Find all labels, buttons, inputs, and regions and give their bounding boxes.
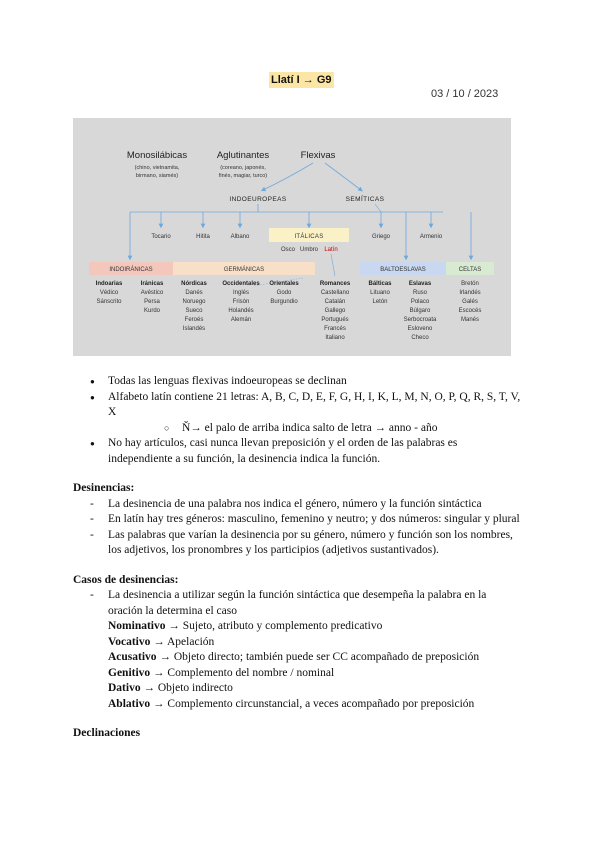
bullet-item: ● Todas las lenguas flexivas indoeuropeas se declinan xyxy=(73,374,521,390)
column-head: Occidentales xyxy=(222,281,260,287)
bullet-text: Alfabeto latín contiene 21 letras: A, B, C, D, E, F, G, H, I, K, L, M, N, O, P, Q, R, S, T, V, X xyxy=(108,390,521,418)
notes-body xyxy=(73,374,521,742)
column-item: Sueco xyxy=(185,308,203,314)
branch-griego: Griego xyxy=(371,234,391,240)
column-item: Esloveno xyxy=(407,326,433,332)
group-germanicas: GERMÁNICAS xyxy=(223,267,265,273)
case-name: Vocativo xyxy=(108,635,151,648)
column-item: Galés xyxy=(462,299,478,305)
column-item: Godo xyxy=(276,290,292,296)
column-item: Avéstico xyxy=(140,290,164,296)
column-item: Feroés xyxy=(184,317,204,323)
family-indoeuropeas: INDOEUROPEAS xyxy=(229,196,287,203)
italic-osco: Osco xyxy=(280,247,296,253)
column-item: Irlandés xyxy=(459,290,481,296)
column-item: Gallego xyxy=(324,308,346,314)
case-desc: → Objeto directo; también puede ser CC acompañado de preposición xyxy=(156,651,480,663)
case-name: Acusativo xyxy=(108,651,157,663)
declinaciones-heading: Declinaciones xyxy=(73,727,141,739)
list-item: - En latín hay tres géneros: masculino, femenino y neutro; y dos números: singular y plural xyxy=(73,512,521,528)
casos-heading: Casos de desinencias: xyxy=(73,573,179,586)
sub-bullet-item: ○ Ň→ el palo de arriba indica salto de letra → anno - año xyxy=(108,421,521,437)
column-item: Escocés xyxy=(458,308,482,314)
case-row xyxy=(108,697,521,713)
aglu-examples-2: finés, magiar, turco) xyxy=(218,173,268,179)
group-celtas: CELTAS xyxy=(458,267,482,273)
column-item: Inglés xyxy=(232,290,250,296)
column-item: Alemán xyxy=(230,317,252,323)
column-item: Védico xyxy=(99,290,119,296)
casos-list xyxy=(73,588,521,712)
type-aglutinantes: Aglutinantes xyxy=(216,150,270,161)
column-item: Serbocroata xyxy=(403,317,437,323)
column-item: Manés xyxy=(460,317,480,323)
column-item: Francés xyxy=(324,326,346,332)
column-item: Holandés xyxy=(228,308,254,314)
case-row xyxy=(108,666,521,682)
case-desc: → Sujeto, atributo y complemento predicativo xyxy=(165,620,383,632)
column-item: Polaco xyxy=(410,299,430,305)
case-desc: → Complemento del nombre / nominal xyxy=(150,666,335,679)
list-item: - Las palabras que varían la desinencia por su género, número y función son los nombres, los adjetivos, los pronombres y los participios (adjetivos sustantivados). xyxy=(73,528,521,559)
column-item: Noruego xyxy=(182,299,206,305)
type-flexivas: Flexivas xyxy=(300,150,336,161)
group-baltoeslavas: BALTOESLAVAS xyxy=(380,267,426,273)
column-head: Eslavas xyxy=(408,281,432,287)
bullet-item xyxy=(73,390,521,437)
column-item: Kurdo xyxy=(143,308,161,314)
case-name: Dativo xyxy=(108,682,141,694)
case-name: Nominativo xyxy=(108,620,166,632)
language-family-diagram xyxy=(73,118,511,356)
column-item: Búlgaro xyxy=(409,308,431,314)
column-item: Sánscrito xyxy=(96,299,122,305)
case-row xyxy=(108,635,521,651)
column-item: Persa xyxy=(144,299,160,305)
branch-hitita: Hitita xyxy=(196,234,210,240)
italic-latin: Latín xyxy=(324,247,338,253)
column-item: Checo xyxy=(411,335,429,341)
column-item: Islandés xyxy=(182,326,206,332)
list-item: - La desinencia de una palabra nos indica el género, número y la función sintáctica xyxy=(73,497,521,513)
column-item: Portugués xyxy=(321,317,349,323)
column-item: Burgundio xyxy=(270,299,298,305)
mono-examples-1: (chino, vietnamita, xyxy=(134,165,180,171)
case-desc: → Complemento circunstancial, a veces acompañado por preposición xyxy=(150,697,475,710)
casos-intro: La desinencia a utilizar según la función sintáctica que desempeña la palabra en la oración la determina el caso xyxy=(108,589,487,617)
column-item: Catalán xyxy=(324,299,346,305)
page-title: Llatí I → G9 xyxy=(271,74,332,86)
column-item: Castellano xyxy=(320,290,350,296)
desinencias-heading: Desinencias: xyxy=(73,482,135,494)
case-name: Ablativo xyxy=(108,697,151,710)
column-head: Indoarias xyxy=(95,281,123,287)
bullet-item: ● No hay artículos, casi nunca llevan preposición y el orden de las palabras es independiente a su función, la desinencia indica la función. xyxy=(73,436,521,467)
date: 03 / 10 / 2023 xyxy=(431,88,499,100)
branch-tocario: Tocario xyxy=(151,234,171,240)
type-monosilabicas: Monosilábicas xyxy=(126,150,188,161)
column-item: Letón xyxy=(372,299,388,305)
column-item: Bretón xyxy=(461,281,479,287)
case-row xyxy=(108,681,521,697)
case-row xyxy=(108,619,521,635)
branch-albano: Albano xyxy=(230,234,250,240)
column-item: Danés xyxy=(185,290,203,296)
desinencias-list xyxy=(73,497,521,559)
branch-armenio: Armenio xyxy=(419,234,443,240)
branch-italicas: ITÁLICAS xyxy=(294,234,324,240)
case-desc: → Objeto indirecto xyxy=(140,682,233,694)
case-desc: → Apelación xyxy=(150,635,215,648)
column-item: Italiano xyxy=(325,335,345,341)
aglu-examples-1: (coreano, japonés, xyxy=(220,165,266,171)
case-name: Genitivo xyxy=(108,666,151,679)
column-head: Nórdicas xyxy=(181,281,207,287)
family-semiticas: SEMÍTICAS xyxy=(345,196,385,203)
sub-bullets xyxy=(108,421,521,437)
column-head: Iránicas xyxy=(140,281,164,287)
column-head: Bálticas xyxy=(368,281,392,287)
case-row xyxy=(108,650,521,666)
italic-umbro: Umbro xyxy=(299,247,319,253)
mono-examples-2: birmano, siamés) xyxy=(135,173,179,179)
column-head: Orientales xyxy=(269,281,299,287)
column-item: Frisón xyxy=(232,299,250,305)
column-item: Lituano xyxy=(370,290,390,296)
intro-bullets xyxy=(73,374,521,467)
column-head: Romances xyxy=(319,281,351,287)
column-item: Ruso xyxy=(412,290,428,296)
group-indoiranicas: INDOIRÁNICAS xyxy=(109,267,153,273)
list-item xyxy=(73,588,521,712)
